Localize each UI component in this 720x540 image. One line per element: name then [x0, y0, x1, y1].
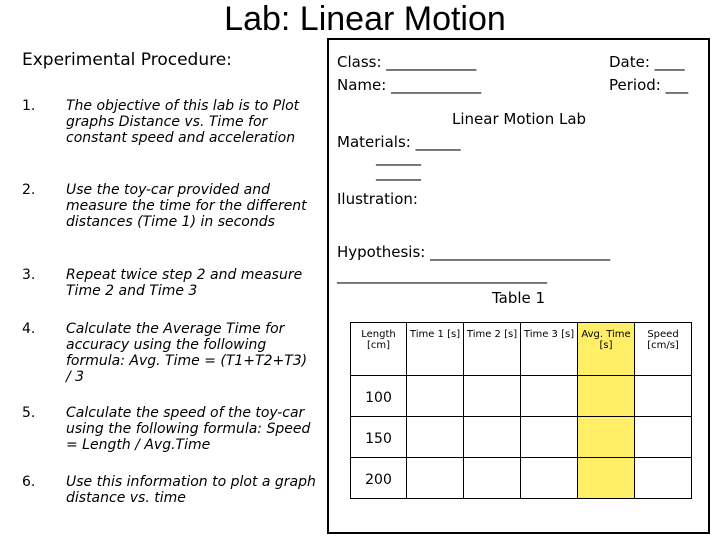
hypothesis-field[interactable]: Hypothesis: ________________________	[337, 243, 611, 261]
table-row	[351, 458, 692, 499]
step-text: Use this information to plot a graph distance vs. time	[66, 474, 316, 506]
materials-line-2[interactable]: ______	[376, 148, 421, 166]
class-field[interactable]: Class: ____________	[337, 53, 477, 71]
speed-cell[interactable]	[635, 458, 692, 499]
time-2-cell[interactable]	[464, 376, 521, 417]
time-1-cell[interactable]	[407, 417, 464, 458]
procedure-heading: Experimental Procedure:	[22, 50, 232, 70]
step-number: 4.	[22, 321, 36, 337]
time-2-cell[interactable]	[464, 458, 521, 499]
header-time-3: Time 3 [s]	[521, 323, 578, 376]
data-table	[350, 322, 692, 499]
step-text: Repeat twice step 2 and measure Time 2 and Time 3	[66, 267, 303, 299]
step-number: 6.	[22, 474, 36, 490]
step-number: 5.	[22, 405, 36, 421]
header-time-1: Time 1 [s]	[407, 323, 464, 376]
length-cell: 100	[351, 376, 407, 417]
illustration-label: Ilustration:	[337, 190, 418, 208]
materials-line-3[interactable]: ______	[376, 163, 421, 181]
table-title: Table 1	[492, 289, 546, 307]
table-header-row	[351, 323, 692, 376]
time-2-cell[interactable]	[464, 417, 521, 458]
date-field[interactable]: Date: ____	[609, 53, 685, 71]
length-cell: 150	[351, 417, 407, 458]
time-1-cell[interactable]	[407, 458, 464, 499]
header-length: Length [cm]	[351, 323, 407, 376]
step-number: 2.	[22, 182, 36, 198]
materials-field[interactable]: Materials: ______	[337, 133, 461, 151]
step-text: The objective of this lab is to Plot graphs Distance vs. Time for constant speed and acceleration	[66, 98, 300, 146]
step-text: Calculate the Average Time for accuracy using the following formula: Avg. Time = (T1+T2+T3) / 3	[66, 321, 308, 385]
time-1-cell[interactable]	[407, 376, 464, 417]
header-speed: Speed [cm/s]	[635, 323, 692, 376]
header-time-2: Time 2 [s]	[464, 323, 521, 376]
table-row	[351, 417, 692, 458]
header-avg-time: Avg. Time [s]	[578, 323, 635, 376]
avg-time-cell[interactable]	[578, 417, 635, 458]
table-row	[351, 376, 692, 417]
avg-time-cell[interactable]	[578, 376, 635, 417]
period-field[interactable]: Period: ___	[609, 76, 689, 94]
hypothesis-line-2[interactable]: ____________________________	[337, 266, 547, 284]
page-title: Lab: Linear Motion	[224, 0, 506, 38]
name-field[interactable]: Name: ____________	[337, 76, 482, 94]
lab-title: Linear Motion Lab	[452, 110, 587, 128]
avg-time-cell[interactable]	[578, 458, 635, 499]
speed-cell[interactable]	[635, 376, 692, 417]
speed-cell[interactable]	[635, 417, 692, 458]
step-number: 1.	[22, 98, 36, 114]
step-text: Use the toy-car provided and measure the time for the different distances (Time 1) in seconds	[66, 182, 307, 230]
time-3-cell[interactable]	[521, 376, 578, 417]
time-3-cell[interactable]	[521, 458, 578, 499]
length-cell: 200	[351, 458, 407, 499]
step-text: Calculate the speed of the toy-car using the following formula: Speed = Length / Avg.Time	[66, 405, 311, 453]
step-number: 3.	[22, 267, 36, 283]
time-3-cell[interactable]	[521, 417, 578, 458]
